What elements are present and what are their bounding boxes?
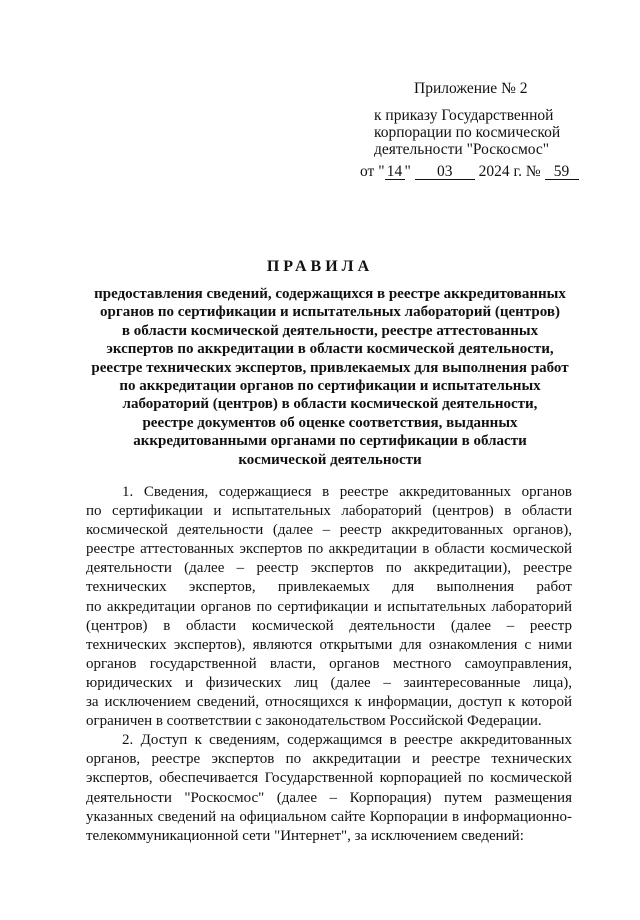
body-line: ограничен в соответствии с законодательством Российской Федерации. <box>86 713 542 730</box>
body-line: по аккредитации органов по сертификации и испытательных лабораторий <box>86 598 572 615</box>
document-subtitle <box>70 285 590 469</box>
body-line: деятельности (далее – реестр экспертов по аккредитации), реестре <box>86 560 572 577</box>
order-prefix: от " <box>360 163 385 180</box>
body-line: технических экспертов), являются открытыми для ознакомления с ними <box>86 636 572 653</box>
body-line: телекоммуникационной сети "Интернет", за исключением сведений: <box>86 827 524 844</box>
order-quote: " <box>404 163 411 180</box>
subtitle-line: аккредитованными органами по сертификации в области <box>133 433 527 450</box>
subtitle-line: в области космической деятельности, реестре аттестованных <box>121 322 539 339</box>
subtitle-line: по аккредитации органов по сертификации и испытательных <box>119 378 541 395</box>
subtitle-line: экспертов по аккредитации в области космической деятельности, <box>106 341 554 358</box>
body-line: 2. Доступ к сведениям, содержащимся в реестре аккредитованных <box>122 732 572 749</box>
subtitle-line: реестре технических экспертов, привлекаемых для выполнения работ <box>91 359 569 376</box>
body-line: (центров) в области космической деятельности (далее – реестр <box>86 617 572 634</box>
body-line: по сертификации и испытательных лабораторий (центров) в области <box>86 503 572 520</box>
order-number: 59 <box>545 164 579 180</box>
document-body <box>86 483 572 846</box>
appendix-line: деятельности "Роскосмос" <box>374 141 550 158</box>
subtitle-line: реестре документов об оценке соответствия, выданных <box>142 414 518 431</box>
appendix-title: Приложение № 2 <box>414 80 528 97</box>
body-line: органов государственной власти, органов местного самоуправления, <box>86 655 572 672</box>
appendix-line: к приказу Государственной <box>374 107 554 124</box>
order-month: 03 <box>415 164 475 180</box>
body-line: за исключением сведений, относящихся к информации, доступ к которой <box>86 694 572 711</box>
body-line: деятельности "Роскосмос" (далее – Корпорация) путем размещения <box>86 789 572 806</box>
subtitle-line: органов по сертификации и испытательных лабораторий (центров) <box>100 304 560 321</box>
subtitle-line: предоставления сведений, содержащихся в реестре аккредитованных <box>94 286 566 302</box>
order-day: 14 <box>385 164 405 180</box>
body-line: 1. Сведения, содержащиеся в реестре аккредитованных органов <box>122 484 572 500</box>
body-line: технических экспертов, привлекаемых для выполнения работ <box>86 579 572 596</box>
body-line: реестре аттестованных экспертов по аккредитации в области космической <box>86 541 572 558</box>
body-line: экспертов, обеспечивается Государственной корпорацией по космической <box>86 770 572 787</box>
appendix-header <box>374 80 614 158</box>
document-title: ПРАВИЛА <box>266 258 374 275</box>
appendix-line: корпорации по космической <box>374 124 561 141</box>
body-line: указанных сведений на официальном сайте Корпорации в информационно- <box>86 808 572 825</box>
body-line: органов, реестре экспертов по аккредитации и реестре технических <box>86 751 572 768</box>
subtitle-line: космической деятельности <box>238 451 422 468</box>
order-date-number <box>360 163 579 181</box>
paragraph-1 <box>86 483 572 731</box>
subtitle-line: лабораторий (центров) в области космической деятельности, <box>122 396 538 413</box>
body-line: космической деятельности (далее – реестр аккредитованных органов), <box>86 522 572 539</box>
order-year: 2024 г. № <box>478 163 541 180</box>
paragraph-2 <box>86 731 572 846</box>
body-line: юридических и физических лиц (далее – заинтересованные лица), <box>86 674 572 691</box>
